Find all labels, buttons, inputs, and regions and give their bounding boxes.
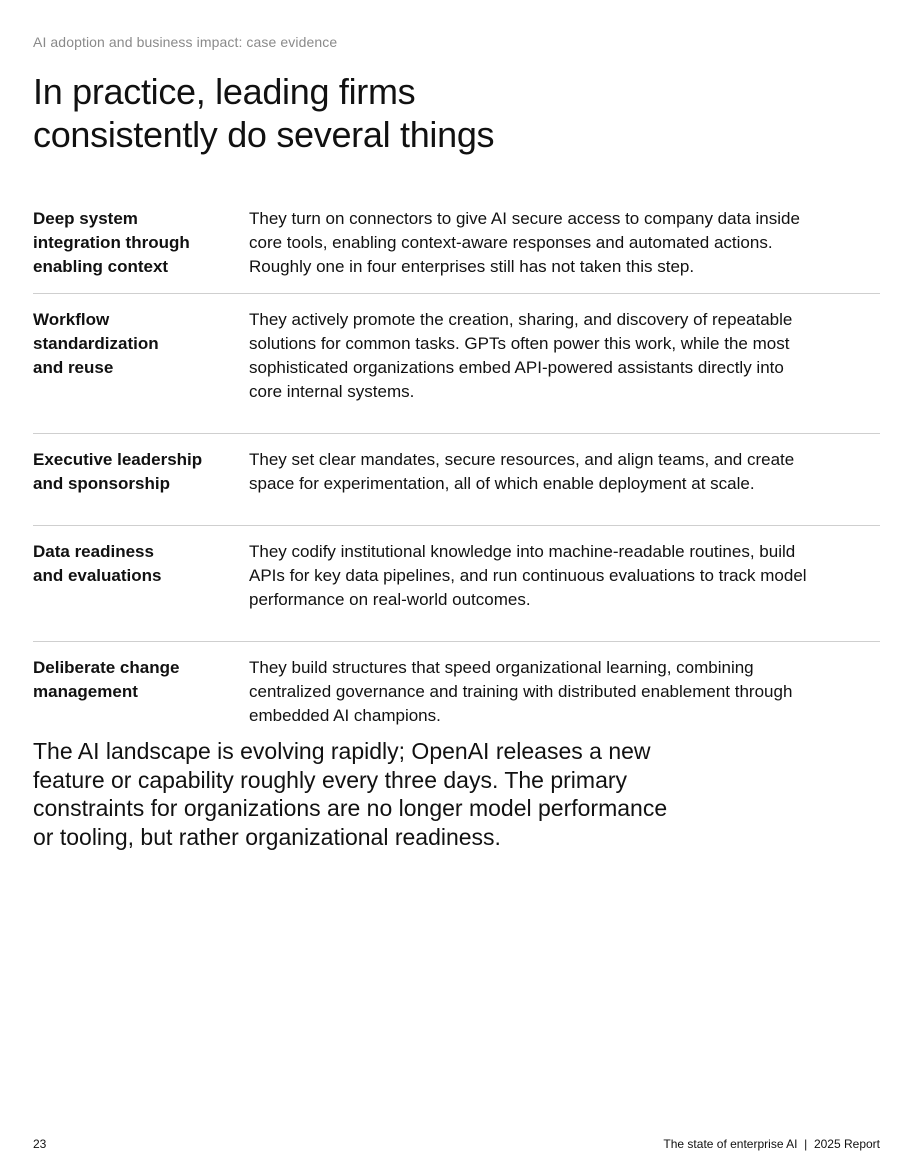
practice-name-line: Workflow [33,310,110,329]
practice-row [33,434,880,526]
practice-name [33,540,249,641]
practice-row [33,206,880,294]
closing-line: or tooling, but rather organizational readiness. [33,823,501,850]
practice-name [33,448,249,525]
practice-description-line: They build structures that speed organizational learning, combining [249,658,754,677]
practice-name-line: management [33,682,138,701]
practice-name-line: Deliberate change [33,658,180,677]
practice-description-line: performance on real-world outcomes. [249,590,531,609]
page-title-line: In practice, leading firms [33,71,416,112]
practice-description [249,540,880,641]
closing-line: The AI landscape is evolving rapidly; OpenAI releases a new [33,738,651,764]
practice-description [249,656,880,736]
practice-description-line: core tools, enabling context-aware responses and automated actions. [249,233,773,252]
practice-description-line: centralized governance and training with distributed enablement through [249,682,793,701]
practice-description [249,207,880,293]
page-number: 23 [33,1137,47,1151]
practice-row [33,642,880,736]
practice-name-line: and evaluations [33,566,162,585]
closing-line: constraints for organizations are no longer model performance [33,795,668,821]
practice-description-line: embedded AI champions. [249,706,441,725]
report-name: The state of enterprise AI | 2025 Report [663,1137,880,1151]
practice-name-line: enabling context [33,257,169,276]
practice-name [33,656,249,736]
practice-name-line: and reuse [33,358,114,377]
practice-row [33,526,880,642]
closing-statement [33,737,723,851]
practice-name-line: Data readiness [33,542,154,561]
practice-description-line: space for experimentation, all of which enable deployment at scale. [249,474,755,493]
practice-description-line: They turn on connectors to give AI secure access to company data inside [249,209,800,228]
practices-table [33,206,880,736]
page-title [33,70,733,156]
practice-name-line: standardization [33,334,159,353]
practice-name-line: integration through [33,233,190,252]
section-label: AI adoption and business impact: case evidence [33,34,338,50]
practice-name [33,207,249,293]
closing-line: feature or capability roughly every three days. The primary [33,766,628,793]
practice-description-line: APIs for key data pipelines, and run continuous evaluations to track model [249,566,807,585]
practice-description-line: They actively promote the creation, sharing, and discovery of repeatable [249,310,793,329]
practice-name-line: and sponsorship [33,474,170,493]
practice-description-line: They set clear mandates, secure resources, and align teams, and create [249,450,795,469]
practice-row [33,294,880,434]
practice-description [249,448,880,525]
practice-description-line: sophisticated organizations embed API-powered assistants directly into [249,358,784,377]
practice-description [249,308,880,433]
practice-description-line: solutions for common tasks. GPTs often power this work, while the most [249,334,790,353]
practice-description-line: Roughly one in four enterprises still has not taken this step. [249,257,695,276]
practice-name-line: Executive leadership [33,450,203,469]
practice-description-line: They codify institutional knowledge into machine-readable routines, build [249,542,796,561]
practice-name-line: Deep system [33,209,138,228]
practice-name [33,308,249,433]
practice-description-line: core internal systems. [249,382,415,401]
page-title-line: consistently do several things [33,114,495,155]
